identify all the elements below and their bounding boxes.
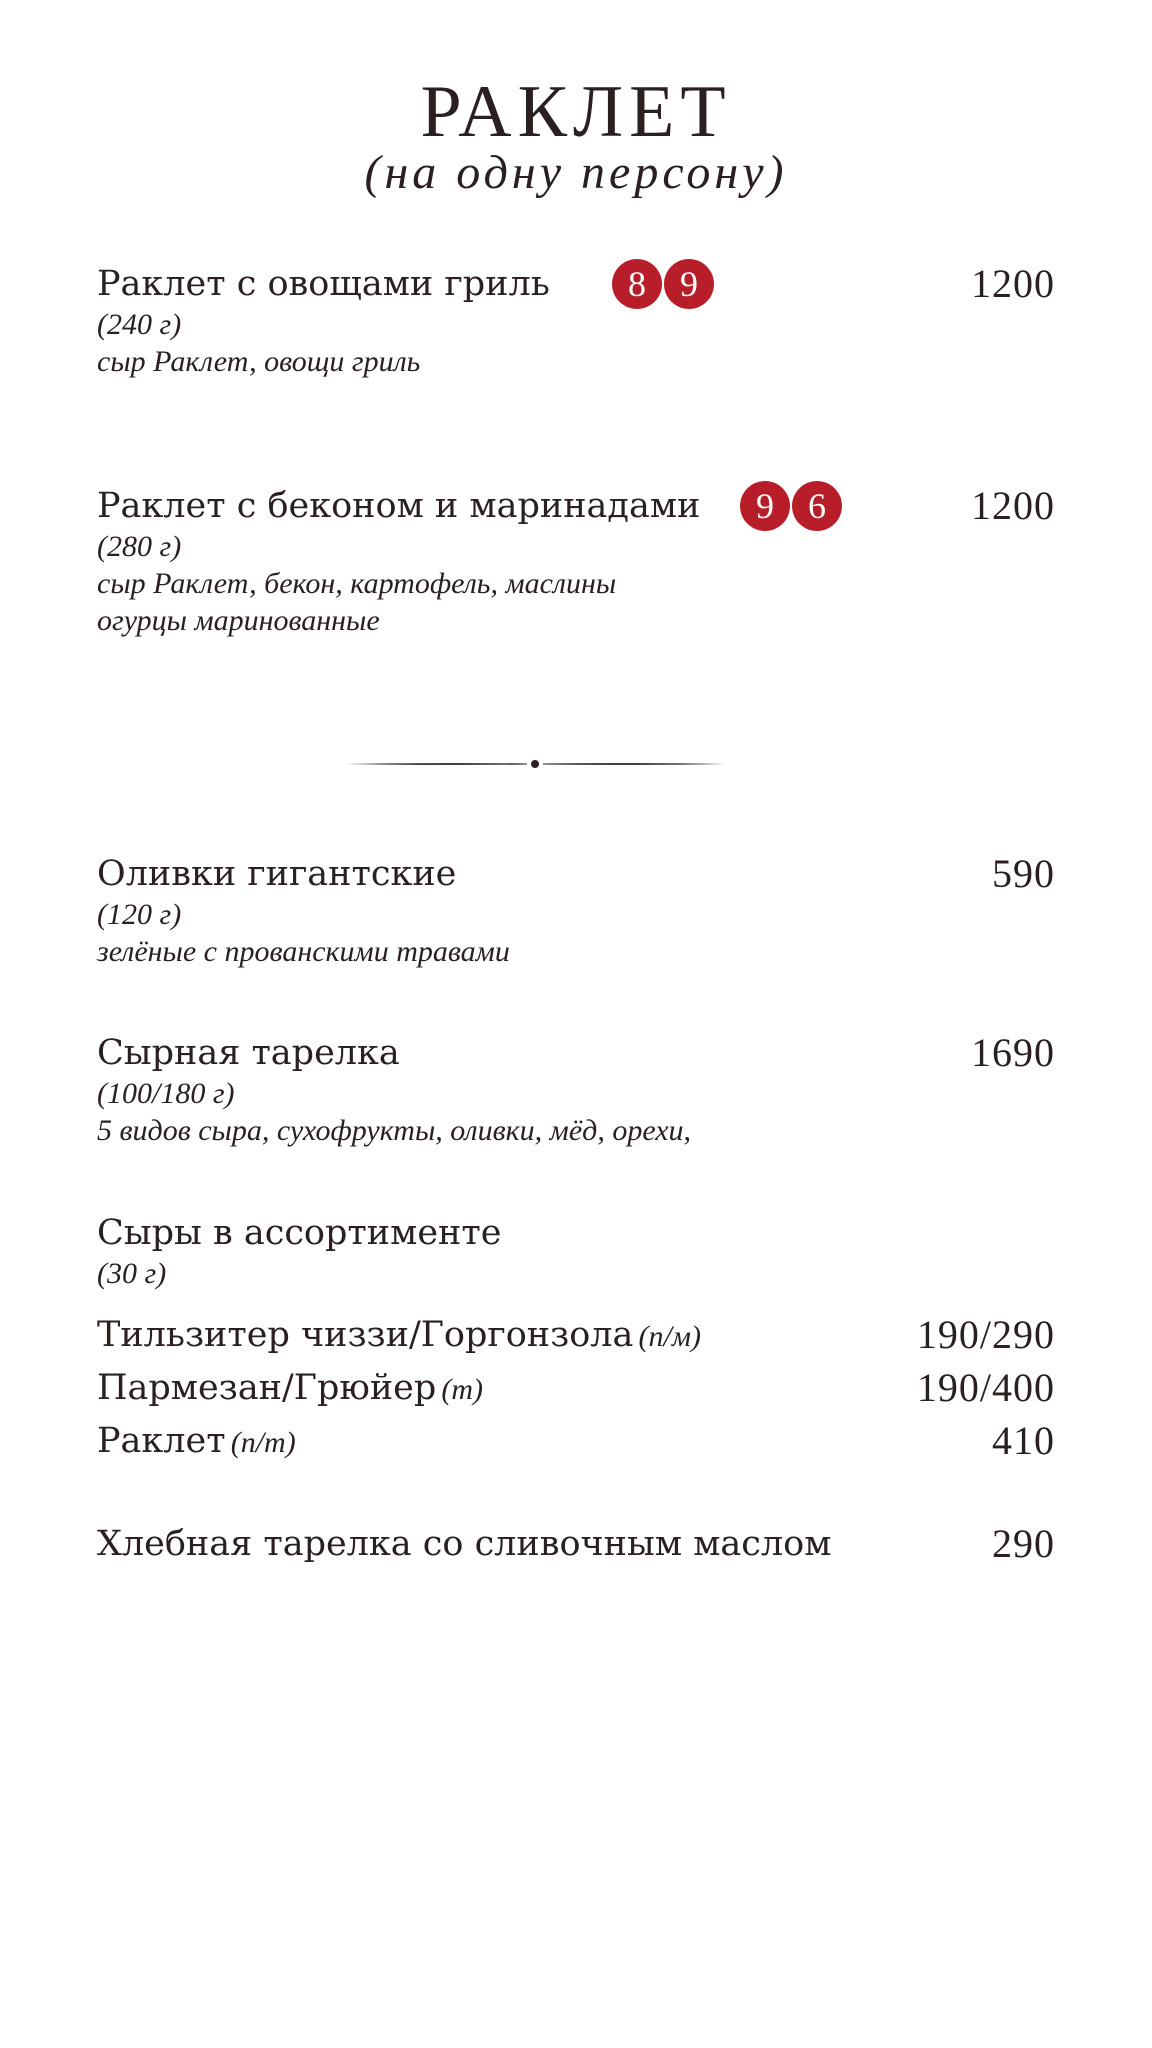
- item-name: Раклет с овощами гриль: [97, 264, 550, 304]
- cheese-line-price: 410: [992, 1418, 1055, 1463]
- allergen-badges: [612, 259, 716, 309]
- cheese-line-note: (п/т): [230, 1426, 296, 1459]
- menu-item-cheese-plate: [97, 1031, 1055, 1149]
- page-title: РАКЛЕТ: [420, 71, 732, 153]
- item-description: сыр Раклет, бекон, картофель, маслины: [97, 567, 617, 600]
- cheese-line-name: Тильзитер чиззи/Горгонзола: [97, 1315, 634, 1355]
- menu-item-raclette-grill: [97, 262, 1055, 380]
- divider-ornament: [345, 758, 725, 770]
- item-name: Хлебная тарелка со сливочным маслом: [97, 1524, 832, 1564]
- allergen-badge: 6: [792, 481, 842, 531]
- cheese-line-note: (п/м): [638, 1320, 701, 1353]
- menu-item-olives: [97, 852, 1055, 970]
- item-weight: (30 г): [97, 1257, 167, 1290]
- cheese-line: [97, 1419, 1055, 1465]
- item-name: Сырная тарелка: [97, 1033, 400, 1073]
- cheese-line-price: 190/400: [916, 1365, 1055, 1410]
- menu-item-raclette-bacon: [97, 484, 1055, 639]
- item-price: 1690: [971, 1030, 1055, 1075]
- item-weight: (240 г): [97, 308, 182, 341]
- item-price: 1200: [971, 261, 1055, 306]
- cheese-line-note: (т): [441, 1373, 484, 1406]
- item-price: 590: [992, 851, 1055, 896]
- item-description: огурцы маринованные: [97, 604, 380, 637]
- allergen-badge: 8: [612, 259, 662, 309]
- item-description: 5 видов сыра, сухофрукты, оливки, мёд, орехи,: [97, 1114, 692, 1147]
- cheese-line-name: Пармезан/Грюйер: [97, 1368, 437, 1408]
- page-subtitle: (на одну персону): [364, 146, 788, 199]
- item-weight: (280 г): [97, 530, 182, 563]
- allergen-badges: [740, 481, 844, 531]
- menu-item-assorted-cheese: [97, 1211, 1055, 1292]
- cheese-line-price: 190/290: [916, 1312, 1055, 1357]
- item-price: 290: [992, 1521, 1055, 1566]
- item-name: Раклет с беконом и маринадами: [97, 486, 701, 526]
- menu-item-bread-plate: [97, 1522, 1055, 1568]
- item-name: Оливки гигантские: [97, 854, 457, 894]
- item-description: сыр Раклет, овощи гриль: [97, 345, 421, 378]
- item-weight: (100/180 г): [97, 1077, 235, 1110]
- cheese-line-name: Раклет: [97, 1421, 226, 1461]
- item-weight: (120 г): [97, 898, 182, 931]
- allergen-badge: 9: [740, 481, 790, 531]
- cheese-line: [97, 1313, 1055, 1359]
- item-price: 1200: [971, 483, 1055, 528]
- item-description: зелёные с прованскими травами: [97, 935, 510, 968]
- cheese-line: [97, 1366, 1055, 1412]
- allergen-badge: 9: [664, 259, 714, 309]
- item-name: Сыры в ассортименте: [97, 1213, 502, 1253]
